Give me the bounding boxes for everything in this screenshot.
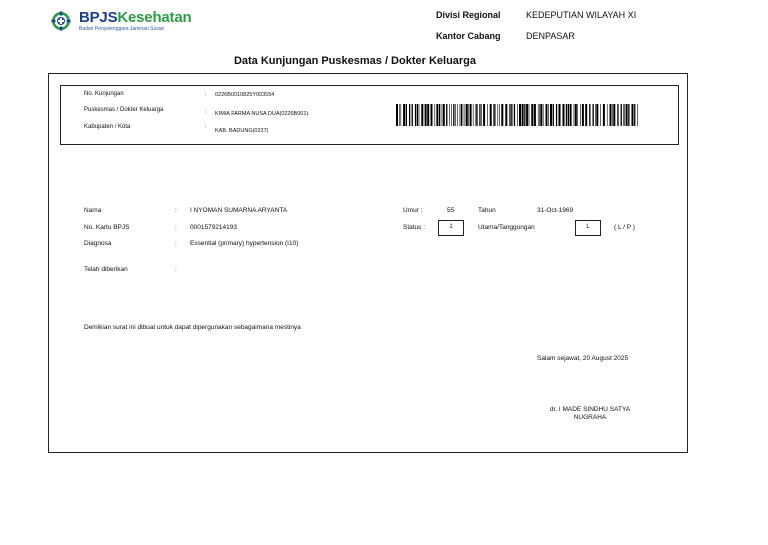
doctor-name-line2: NUGRAHA [573,414,607,421]
kantor-value: DENPASAR [526,31,575,41]
statement-text: Demikian surat ini dibuat untuk dapat dipergunakan sebagaimana mestinya [84,324,301,331]
signature-greeting: Salam sejawat, 20 August 2025 [537,355,629,362]
kartu-label: No. Kartu BPJS [84,224,130,231]
diagnosa-label: Diagnosa [84,240,112,247]
kab-value: KAB. BADUNG(0227) [215,128,269,134]
utama-label: Utama/Tanggungan [478,224,535,231]
tahun-label: Tahun [478,207,496,214]
umur-label: Umur : [403,207,423,214]
nama-value: I NYOMAN SUMARNA ARYANTA [190,207,288,214]
status-label: Status : [403,224,426,231]
kab-colon: : [205,124,207,130]
kartu-value: 0001579214193 [190,224,237,231]
sex-hint: ( L / P ) [614,224,635,231]
puskesmas-value: KIMIA FARMA NUSA DUA(0226B001) [215,111,309,117]
divisi-label: Divisi Regional [436,10,501,20]
nama-label: Nama [84,207,102,214]
sex-box: L [575,220,601,236]
kartu-colon: : [175,224,177,231]
brand-bpjs: BPJS [79,9,118,26]
dob-value: 31-Oct-1969 [537,207,574,214]
barcode-icon [396,104,638,126]
brand-subtitle: Badan Penyelenggara Jaminan Sosial [79,26,164,32]
status-box: 1 [438,220,464,236]
doctor-name-line1: dr. I MADE SINDHU SATYA [549,406,631,413]
brand-name [79,9,191,26]
diberikan-colon: : [175,266,177,273]
visit-no-value: 0226B0010825Y003554 [215,92,275,98]
kantor-label: Kantor Cabang [436,31,501,41]
umur-value: 55 [447,207,455,214]
puskesmas-label: Puskesmas / Dokter Keluarga [84,107,164,113]
visit-no-label: No. Kunjungan [84,91,124,97]
diagnosa-colon: : [175,240,177,247]
diberikan-label: Telah diberikan [84,266,128,273]
bpjs-logo-icon [51,11,71,31]
nama-colon: : [175,207,177,214]
divisi-value: KEDEPUTIAN WILAYAH XI [526,10,637,20]
puskesmas-colon: : [205,109,207,115]
kab-label: Kabupaten / Kota [84,124,131,130]
visit-no-colon: : [205,92,207,98]
brand-kesehatan: Kesehatan [117,9,192,26]
diagnosa-value: Essential (primary) hypertension (I10) [190,240,299,247]
page-title: Data Kunjungan Puskesmas / Dokter Keluarga [233,55,477,67]
